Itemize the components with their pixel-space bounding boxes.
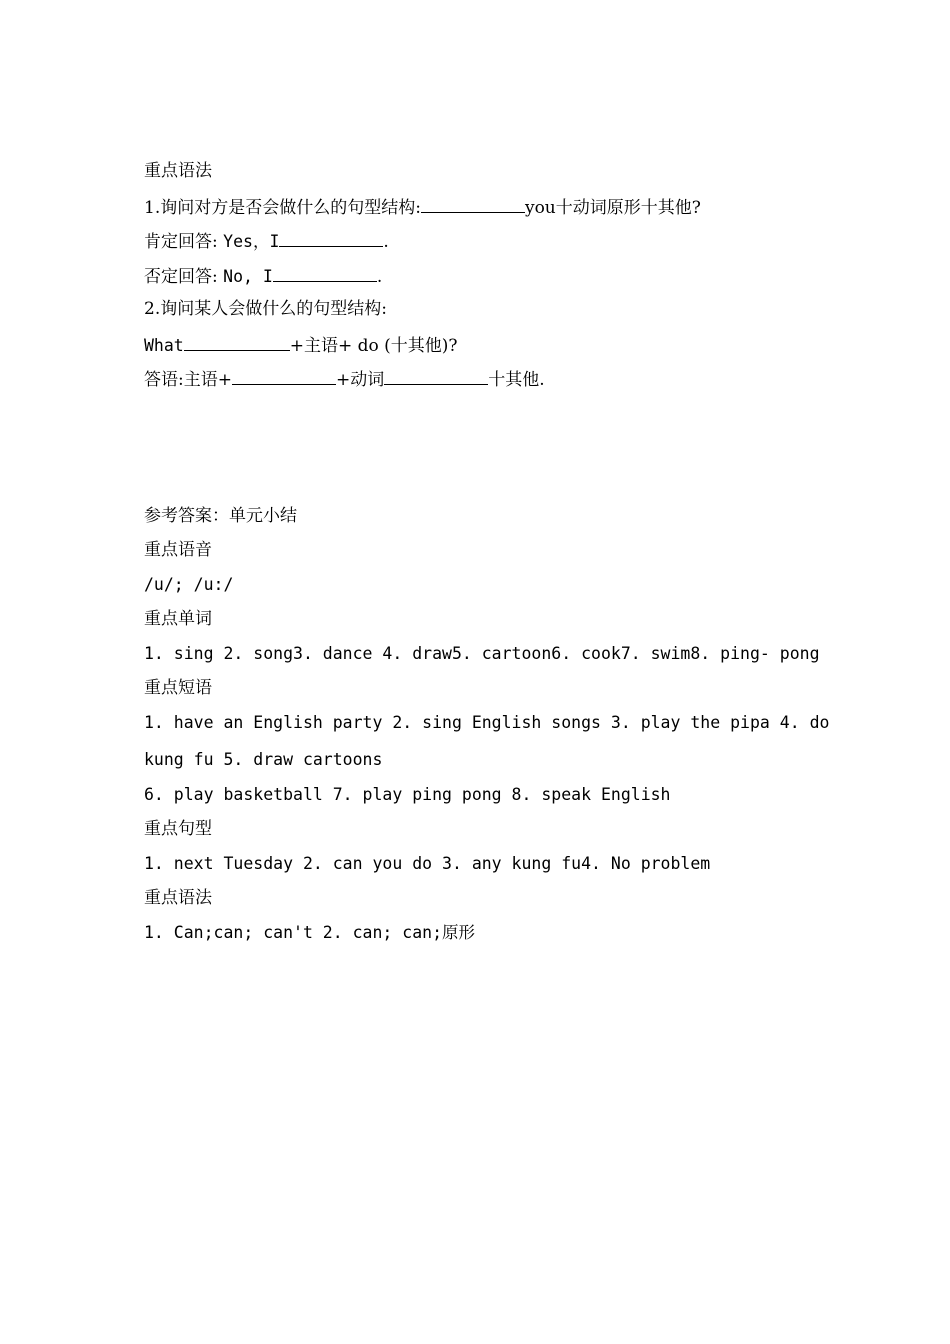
question-text: 询问对方是否会做什么的句型结构: <box>160 198 421 218</box>
answer-blank[interactable] <box>384 367 488 385</box>
answer-blank[interactable] <box>421 195 525 213</box>
phonics-heading: 重点语音 <box>144 540 212 560</box>
sentences-heading: 重点句型 <box>144 819 212 839</box>
answer-blank[interactable] <box>279 229 383 247</box>
question-text: 询问某人会做什么的句型结构: <box>160 299 387 319</box>
words-answer: 1. sing 2. song3. dance 4. draw5. cartoon6. cook7. swim8. ping- pong <box>144 644 820 663</box>
grammar-answer: 1. Can;can; can't 2. can; can;原形 <box>144 923 476 942</box>
negative-answer-end: . <box>376 267 383 287</box>
question-tail: you十动词原形十其他? <box>524 198 701 218</box>
positive-answer-label: 肯定回答: <box>144 232 224 252</box>
phrases-answer-line-2: kung fu 5. draw cartoons <box>144 750 383 769</box>
answer-blank[interactable] <box>273 264 377 282</box>
question-number: 1. <box>144 198 161 218</box>
question-number: 2. <box>144 299 161 319</box>
phonics-answer: /u/; /u:/ <box>144 575 234 594</box>
answer-end: 十其他. <box>488 370 545 390</box>
negative-answer-text: No, I <box>223 267 273 286</box>
phrases-answer-line-1: 1. have an English party 2. sing English songs 3. play the pipa 4. do <box>144 713 830 732</box>
answers-title: 参考答案：单元小结 <box>144 506 297 526</box>
what-mid: +主语+ do (十其他)? <box>289 336 458 356</box>
answer-mid: +动词 <box>335 370 385 390</box>
answer-blank[interactable] <box>232 367 336 385</box>
positive-answer-end: . <box>383 232 389 252</box>
negative-answer-line <box>144 264 382 288</box>
phrases-answer-line-3: 6. play basketball 7. play ping pong 8. speak English <box>144 785 671 804</box>
answer-start: 答语:主语+ <box>144 370 232 390</box>
what-start: What <box>144 336 184 355</box>
negative-answer-label: 否定回答: <box>144 267 224 287</box>
grammar-question-1 <box>144 195 701 219</box>
words-heading: 重点单词 <box>144 609 212 629</box>
positive-answer-line <box>144 229 389 253</box>
phrases-heading: 重点短语 <box>144 678 212 698</box>
answers-grammar-heading: 重点语法 <box>144 888 212 908</box>
what-question-line <box>144 333 458 357</box>
answer-structure-line <box>144 367 545 391</box>
answer-blank[interactable] <box>184 333 290 351</box>
grammar-question-2 <box>144 298 387 320</box>
grammar-heading: 重点语法 <box>144 161 212 181</box>
positive-answer-text: Yes，I <box>223 232 280 251</box>
sentences-answer: 1. next Tuesday 2. can you do 3. any kung fu4. No problem <box>144 854 711 873</box>
